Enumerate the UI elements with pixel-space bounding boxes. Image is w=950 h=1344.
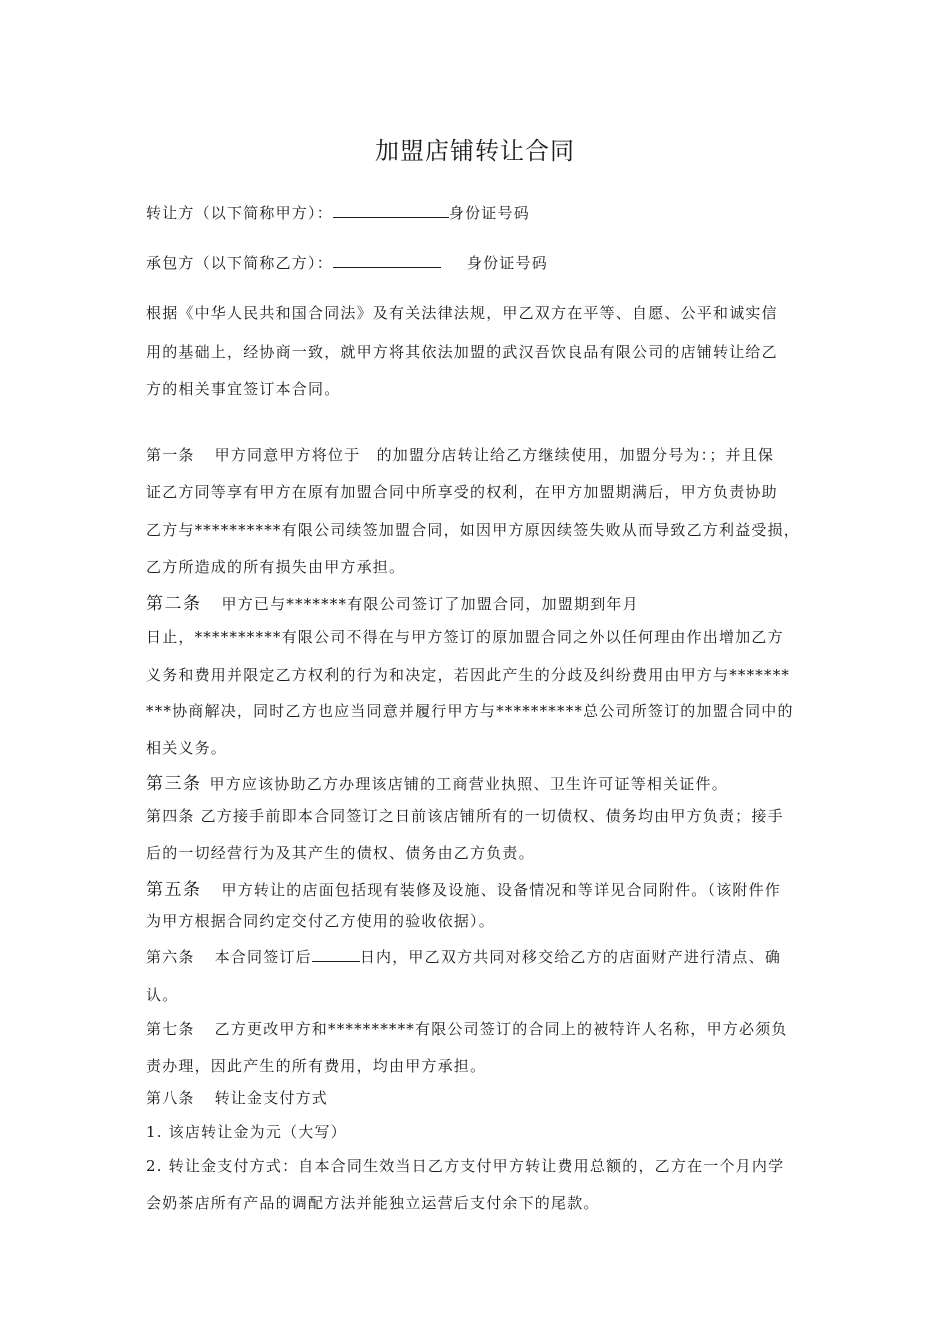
party-a-label: 转让方（以下简称甲方）： [146,204,333,222]
intro-line-2: 用的基础上，经协商一致，就甲方将其依法加盟的武汉吾饮良品有限公司的店铺转让给乙 [146,343,778,361]
article-4-line-1: 第四条 乙方接手前即本合同签订之日前该店铺所有的一切债权、债务均由甲方负责；接手 [146,807,784,825]
article-2-heading: 第二条 [146,594,202,614]
article-8-line: 第八条 转让金支付方式 [146,1089,329,1107]
article-3-line: 第三条 甲方应该协助乙方办理该店铺的工商营业执照、卫生许可证等相关证件。 [146,774,728,794]
article-6-heading: 第六条 [146,948,195,966]
article-7-line-2: 责办理，因此产生的所有费用，均由甲方承担。 [146,1057,487,1075]
article-5-line-1: 第五条 甲方转让的店面包括现有装修及设施、设备情况和等详见合同附件。（该附件作 [146,880,782,900]
article-5-heading: 第五条 [146,880,202,900]
article-1-heading: 第一条 [146,446,195,464]
article-1-line-3: 乙方与**********有限公司续签加盟合同，如因甲方原因续签失败从而导致乙方利益受损， [146,521,801,539]
intro-line-1: 根据《中华人民共和国合同法》及有关法律法规，甲乙双方在平等、自愿、公平和诚实信 [146,304,778,322]
article-5-line-2: 为甲方根据合同约定交付乙方使用的验收依据）。 [146,912,495,930]
article-8-item-1: 1. 该店转让金为元（大写） [146,1123,347,1141]
article-2-line-5: 相关义务。 [146,739,228,757]
article-1-line-2: 证乙方同等享有甲方在原有加盟合同中所享受的权利，在甲方加盟期满后，甲方负责协助 [146,483,778,501]
article-6-days-blank [312,947,360,962]
party-a-line [146,202,816,223]
article-6-line-1: 第六条 本合同签订后 日内，甲乙双方共同对移交给乙方的店面财产进行清点、确 [146,948,782,966]
article-8-item-2-line-2: 会奶茶店所有产品的调配方法并能独立运营后支付余下的尾款。 [146,1194,600,1212]
article-7-line-1: 第七条 乙方更改甲方和**********有限公司签订的合同上的被特许人名称，甲方必须负 [146,1020,788,1038]
document-title: 加盟店铺转让合同 [375,137,575,165]
article-2-line-4: ***协商解决，同时乙方也应当同意并履行甲方与**********总公司所签订的加盟合同中的 [146,702,794,720]
party-b-id-label: 身份证号码 [466,254,548,272]
party-b-name-blank [333,253,441,268]
party-a-id-label: 身份证号码 [448,204,530,222]
article-7-heading: 第七条 [146,1020,195,1038]
party-a-name-blank [333,203,449,218]
article-2-line-2: 日止，**********有限公司不得在与甲方签订的原加盟合同之外以任何理由作出增加乙方 [146,628,784,646]
article-3-heading: 第三条 [146,774,202,794]
article-2-line-3: 义务和费用并限定乙方权利的行为和决定，若因此产生的分歧及纠纷费用由甲方与******* [146,666,791,684]
article-2-line-1: 第二条 甲方已与*******有限公司签订了加盟合同，加盟期到年月 [146,594,639,614]
article-6-line-2: 认。 [146,986,179,1004]
article-8-item-2-line-1: 2. 转让金支付方式：自本合同生效当日乙方支付甲方转让费用总额的，乙方在一个月内学 [146,1157,785,1175]
article-1-line-4: 乙方所造成的所有损失由甲方承担。 [146,558,406,576]
article-1-line-1: 第一条 甲方同意甲方将位于 的加盟分店转让给乙方继续使用，加盟分号为：；并且保 [146,446,775,464]
article-8-heading: 第八条 [146,1089,195,1107]
intro-line-3: 方的相关事宜签订本合同。 [146,380,341,398]
party-b-label: 承包方（以下简称乙方）： [146,254,333,272]
article-4-line-2: 后的一切经营行为及其产生的债权、债务由乙方负责。 [146,844,535,862]
party-b-line [146,252,816,273]
